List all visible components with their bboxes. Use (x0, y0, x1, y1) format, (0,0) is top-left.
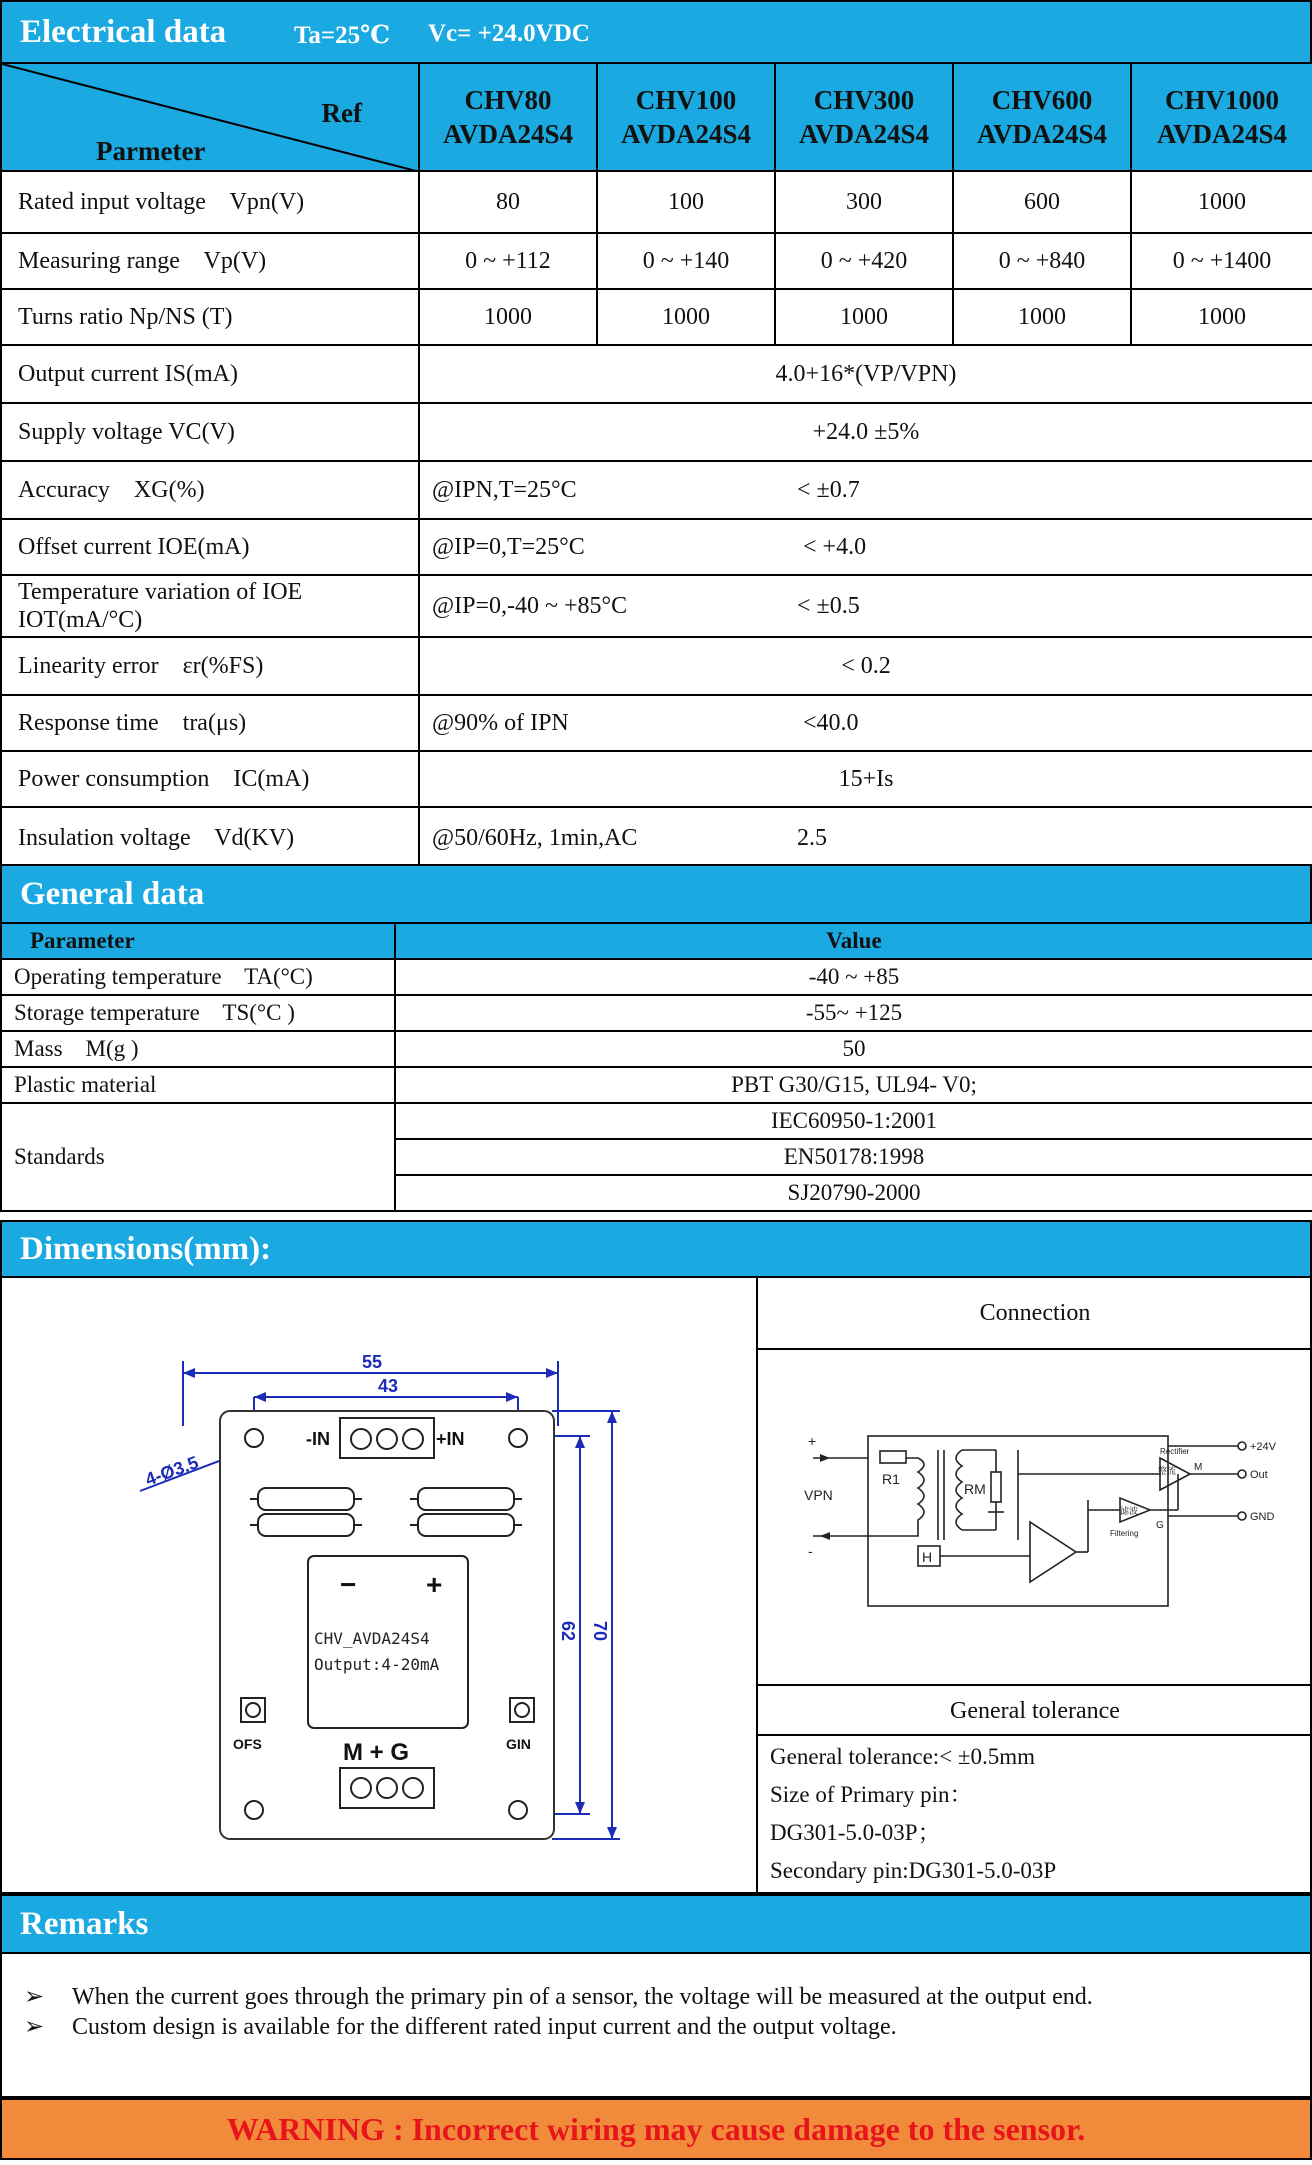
param-label: Accuracy XG(%) (1, 461, 419, 519)
value-cell: 0 ~ +840 (953, 233, 1131, 289)
row-linearity (1, 637, 1312, 695)
model-suffix: AVDA24S4 (1156, 119, 1288, 149)
value-cell: 100 (597, 171, 775, 233)
in-plus-label: +IN (436, 1429, 465, 1449)
value-cell: 0 ~ +1400 (1131, 233, 1312, 289)
value-cell: 1000 (953, 289, 1131, 345)
standard-value: IEC60950-1:2001 (395, 1103, 1312, 1139)
value-cell: 0 ~ +140 (597, 233, 775, 289)
warning-text: WARNING : Incorrect wiring may cause damage to the sensor. (226, 2111, 1086, 2147)
circuit-cn-filtering: 滤波 (1120, 1506, 1139, 1516)
remarks-header (0, 1894, 1312, 1954)
circuit-cell (758, 1350, 1312, 1686)
model-col-3 (953, 63, 1131, 171)
row-temperature-variation (1, 575, 1312, 637)
row-power-consumption (1, 751, 1312, 807)
tolerance-line: DG301-5.0-03P； (770, 1820, 941, 1845)
dim-70-label: 70 (590, 1620, 610, 1642)
dim-43-label: 43 (377, 1376, 399, 1396)
model-name: CHV1000 (1165, 85, 1279, 115)
model-col-2 (775, 63, 953, 171)
model-suffix: AVDA24S4 (442, 119, 574, 149)
circuit-plus: + (808, 1433, 817, 1449)
minus-sign: − (340, 1569, 357, 1600)
connection-title: Connection (979, 1300, 1091, 1326)
circuit-minus: - (808, 1543, 813, 1559)
value-cell (419, 575, 1312, 637)
circuit-h: H (922, 1549, 933, 1565)
value-cell: 0 ~ +420 (775, 233, 953, 289)
tolerance-title-cell (758, 1686, 1312, 1736)
circuit-rm: RM (964, 1481, 986, 1497)
circuit-rectifier: Rectifier (1160, 1447, 1190, 1456)
value-cell: 1000 (1131, 171, 1312, 233)
remark-item (24, 2012, 1294, 2041)
param-label: Plastic material (1, 1067, 395, 1103)
model-suffix: AVDA24S4 (620, 119, 752, 149)
value-cell: -40 ~ +85 (395, 959, 1312, 995)
bullet-icon: ➢ (24, 1984, 45, 2010)
general-title: General data (20, 876, 205, 912)
warning-banner (0, 2098, 1312, 2160)
param-label-line1: Temperature variation of IOE (18, 579, 303, 605)
col-value: Value (395, 923, 1312, 959)
value: < ±0.5 (797, 592, 860, 619)
tolerance-line: General tolerance:< ±0.5mm (770, 1744, 1036, 1769)
row-measuring-range (1, 233, 1312, 289)
electrical-table (0, 62, 1312, 870)
circuit-g: G (1156, 1520, 1164, 1531)
remarks-title: Remarks (20, 1906, 149, 1942)
row-supply-voltage (1, 403, 1312, 461)
plus-sign: + (426, 1569, 443, 1600)
ref-label: Ref (321, 98, 362, 128)
value-cell: 600 (953, 171, 1131, 233)
value-cell (419, 695, 1312, 751)
param-label: Parmeter (96, 136, 206, 166)
standard-value: EN50178:1998 (395, 1139, 1312, 1175)
model-name: CHV600 (991, 85, 1093, 115)
value-cell: 50 (395, 1031, 1312, 1067)
value-cell: -55~ +125 (395, 995, 1312, 1031)
circuit-m: M (1194, 1462, 1203, 1473)
value-cell: 300 (775, 171, 953, 233)
param-label: Rated input voltage Vpn(V) (1, 171, 419, 233)
in-minus-label: -IN (306, 1429, 330, 1449)
value-cell (419, 461, 1312, 519)
condition: @90% of IPN (432, 709, 569, 736)
dim-62-label: 62 (558, 1620, 578, 1642)
value: < +4.0 (803, 533, 867, 560)
model-col-0 (419, 63, 597, 171)
ofs-label: OFS (233, 1736, 262, 1752)
tolerance-text (770, 1738, 1300, 1894)
tolerance-title: General tolerance (950, 1698, 1120, 1724)
value-cell: 1000 (1131, 289, 1312, 345)
condition: @50/60Hz, 1min,AC (432, 824, 638, 851)
row-response-time (1, 695, 1312, 751)
param-label: Linearity error εr(%FS) (1, 637, 419, 695)
value-cell: +24.0 ±5% (419, 403, 1312, 461)
drawing-panel (0, 1276, 758, 1894)
remark-text: When the current goes through the primary pin of a sensor, the voltage will be measured at the output end. (72, 1984, 1093, 2010)
value-cell: 1000 (775, 289, 953, 345)
row-output-current (1, 345, 1312, 403)
vc-condition: Vc= +24.0VDC (428, 20, 590, 47)
model-col-4 (1131, 63, 1312, 171)
condition: @IPN,T=25°C (432, 476, 577, 503)
remarks-body (0, 1952, 1312, 2098)
circuit-gnd: GND (1250, 1511, 1275, 1523)
model-name: CHV80 (464, 85, 552, 115)
standard-value: SJ20790-2000 (395, 1175, 1312, 1211)
general-row (1, 995, 1312, 1031)
condition: @IP=0,-40 ~ +85°C (432, 592, 628, 619)
board-outline (220, 1411, 554, 1839)
electrical-title: Electrical data (20, 14, 227, 50)
param-label: Operating temperature TA(°C) (1, 959, 395, 995)
remark-text: Custom design is available for the different rated input current and the output voltage. (72, 2014, 897, 2040)
row-accuracy (1, 461, 1312, 519)
param-label: Standards (1, 1103, 395, 1211)
circuit-24v: +24V (1250, 1441, 1276, 1453)
bullet-icon: ➢ (24, 2014, 45, 2040)
circuit-diagram (758, 1350, 1312, 1686)
model-name: CHV300 (813, 85, 915, 115)
row-offset-current (1, 519, 1312, 575)
param-label: Supply voltage VC(V) (1, 403, 419, 461)
hole-label: 4-Ø3.5 (142, 1452, 202, 1490)
dimensions-title: Dimensions(mm): (20, 1231, 272, 1267)
param-label: Storage temperature TS(°C ) (1, 995, 395, 1031)
value-cell (419, 637, 1312, 695)
param-label: Response time tra(μs) (1, 695, 419, 751)
general-row (1, 1067, 1312, 1103)
row-rated-voltage (1, 171, 1312, 233)
value-cell: 1000 (597, 289, 775, 345)
value-cell: 4.0+16*(VP/VPN) (419, 345, 1312, 403)
col-parameter: Parameter (1, 923, 395, 959)
connection-title-cell (758, 1276, 1312, 1350)
circuit-vpn: VPN (804, 1487, 833, 1503)
param-label: Offset current IOE(mA) (1, 519, 419, 575)
value-cell (419, 807, 1312, 869)
remark-item (24, 1982, 1294, 2011)
value: 2.5 (797, 824, 827, 851)
dimension-drawing (0, 1276, 756, 1894)
general-row (1, 1031, 1312, 1067)
circuit-cn-rectifier: 整流 (1158, 1466, 1177, 1476)
row-turns-ratio (1, 289, 1312, 345)
param-label: Measuring range Vp(V) (1, 233, 419, 289)
standards-row (1, 1103, 1312, 1139)
param-label: Power consumption IC(mA) (1, 751, 419, 807)
param-label: Turns ratio Np/NS (T) (1, 289, 419, 345)
tolerance-line: Size of Primary pin： (770, 1782, 973, 1807)
param-label: Insulation voltage Vd(KV) (1, 807, 419, 869)
value-cell: 80 (419, 171, 597, 233)
circuit-r1: R1 (882, 1471, 900, 1487)
gain-label: GIN (506, 1736, 531, 1752)
value-cell: PBT G30/G15, UL94- V0; (395, 1067, 1312, 1103)
dim-55-label: 55 (361, 1352, 383, 1372)
param-label: Output current IS(mA) (1, 345, 419, 403)
general-header (0, 864, 1312, 924)
value: < ±0.7 (797, 476, 860, 503)
value-cell (419, 519, 1312, 575)
ref-param-corner (1, 63, 419, 171)
value-cell: 15+Is (419, 751, 1312, 807)
circuit-filtering: Filtering (1110, 1529, 1139, 1538)
mg-label: M + G (343, 1739, 410, 1766)
value: < 0.2 (841, 652, 891, 679)
param-label (1, 575, 419, 637)
module-label-line2: Output:4-20mA (314, 1655, 440, 1674)
model-suffix: AVDA24S4 (976, 119, 1108, 149)
electrical-header (0, 0, 1312, 64)
model-suffix: AVDA24S4 (798, 119, 930, 149)
param-label: Mass M(g ) (1, 1031, 395, 1067)
model-name: CHV100 (635, 85, 737, 115)
general-row (1, 959, 1312, 995)
ta-condition: Ta=25℃ (294, 22, 391, 49)
value-cell: 0 ~ +112 (419, 233, 597, 289)
value: <40.0 (803, 709, 859, 736)
model-col-1 (597, 63, 775, 171)
module-label-line1: CHV_AVDA24S4 (314, 1629, 430, 1648)
param-label-line2: IOT(mA/°C) (18, 607, 143, 633)
row-insulation-voltage (1, 807, 1312, 869)
circuit-out: Out (1250, 1469, 1268, 1481)
condition: @IP=0,T=25°C (432, 533, 585, 560)
general-table (0, 922, 1312, 1212)
dimensions-header (0, 1220, 1312, 1278)
tolerance-line: Secondary pin:DG301-5.0-03P (770, 1858, 1057, 1883)
value-cell: 1000 (419, 289, 597, 345)
